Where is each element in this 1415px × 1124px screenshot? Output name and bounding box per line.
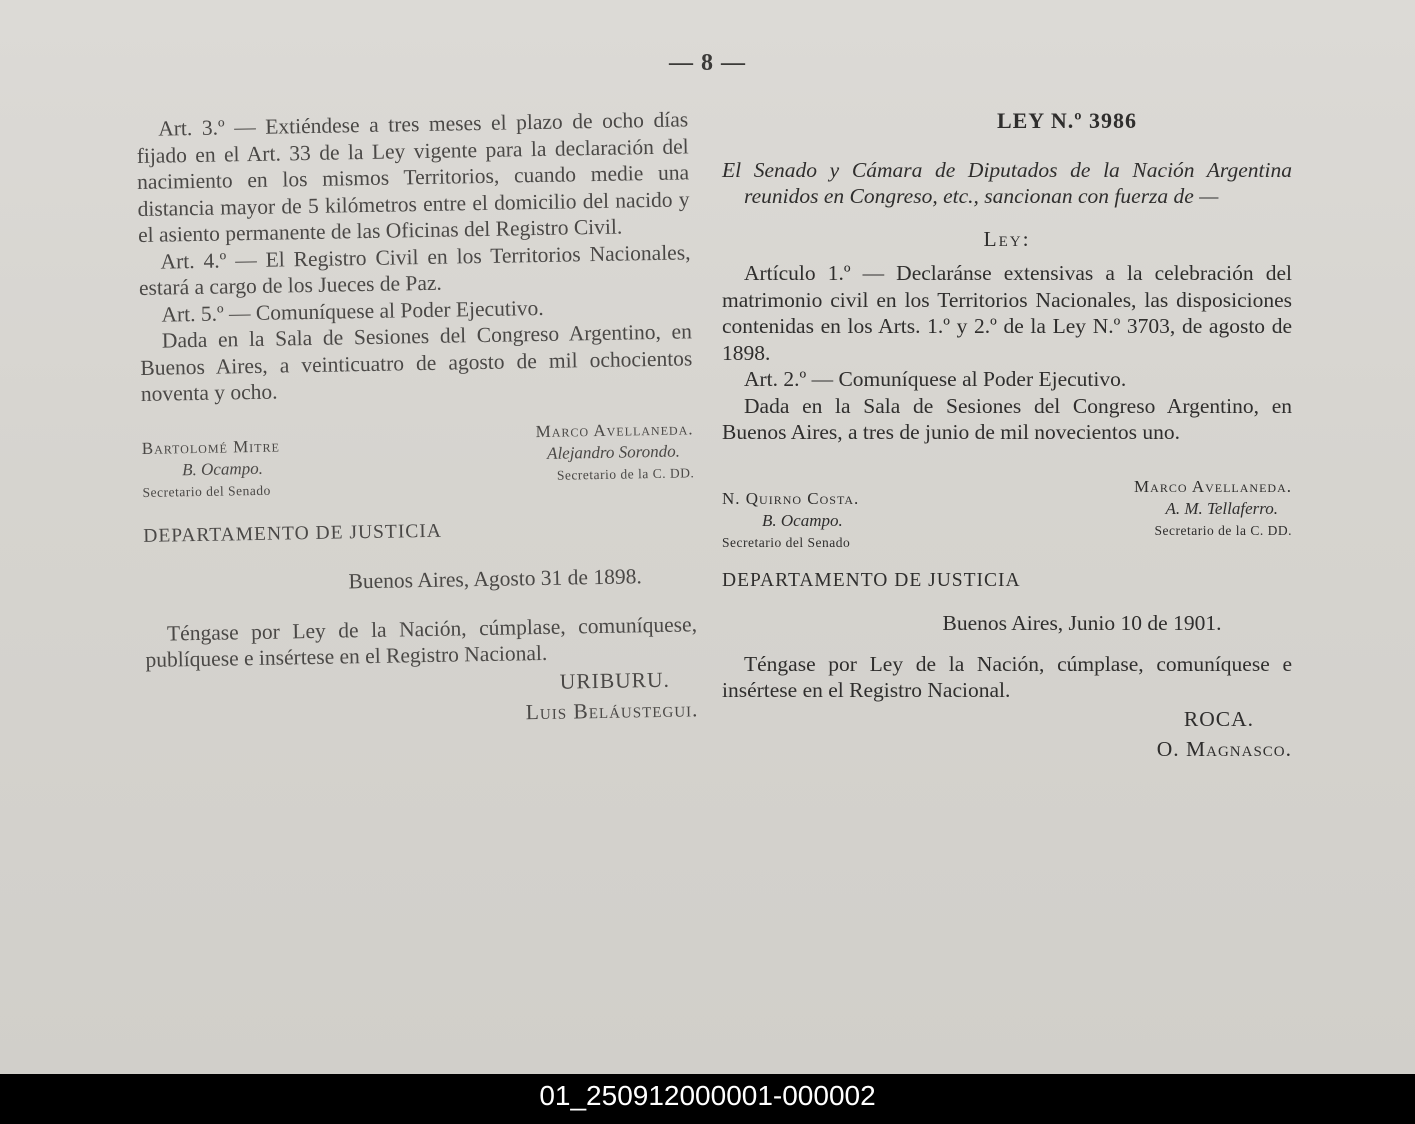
ley-heading: Ley: bbox=[983, 226, 1031, 251]
preamble: El Senado y Cámara de Diputados de la Nación Argentina reunidos en Congreso, etc., sancionan con fuerza de — bbox=[722, 157, 1292, 208]
senate-secretary-name: B. Ocampo. bbox=[762, 510, 843, 530]
promulgation-text: Téngase por Ley de la Nación, cúmplase, comuníquese, publíquese e insértese en el Registro Nacional. bbox=[145, 611, 698, 672]
senate-secretary-role: Secretario del Senado bbox=[722, 534, 851, 550]
president-signature: ROCA. bbox=[1183, 706, 1254, 731]
given-in-session: Dada en la Sala de Sesiones del Congreso Argentino, en Buenos Aires, a tres de junio de mil novecientos uno. bbox=[722, 393, 1292, 444]
promulgation-text: Téngase por Ley de la Nación, cúmplase, comuníquese e insértese en el Registro Nacional. bbox=[722, 651, 1292, 702]
left-signatures bbox=[141, 418, 695, 504]
senate-secretary-name: B. Ocampo. bbox=[182, 458, 264, 479]
deputies-signature bbox=[1134, 476, 1292, 554]
deputies-president-name: Marco Avellaneda. bbox=[535, 418, 694, 441]
promulgation-date: Buenos Aires, Junio 10 de 1901. bbox=[942, 611, 1222, 635]
given-in-session: Dada en la Sala de Sesiones del Congreso Argentino, en Buenos Aires, a veinticuatro de agosto de mil ochocientos noventa y ocho. bbox=[140, 319, 693, 406]
minister-signature: O. Magnasco. bbox=[1156, 736, 1292, 761]
deputies-signature bbox=[535, 418, 694, 497]
article-4: Art. 4.º — El Registro Civil en los Territorios Nacionales, estará a cargo de los Jueces de Paz. bbox=[138, 239, 691, 300]
page-number: — 8 — bbox=[669, 50, 746, 76]
article-3: Art. 3.º — Extiéndese a tres meses el plazo de ocho días fijado en el Art. 33 de la Ley vigente para la declaración del nacimiento en los mismos Territorios, cuando medie una distancia mayor de 5 kilómetros entre el domicilio del nacido y el asiento permanente de las Oficinas del Registro Civil. bbox=[136, 107, 690, 247]
department-heading: DEPARTAMENTO DE JUSTICIA bbox=[722, 569, 1021, 591]
deputies-president-name: Marco Avellaneda. bbox=[1134, 476, 1292, 496]
right-closing-signatures bbox=[722, 704, 1292, 764]
deputies-secretary-role: Secretario de la C. DD. bbox=[556, 464, 695, 483]
president-signature: URIBURU. bbox=[559, 667, 671, 694]
right-column bbox=[722, 106, 1292, 764]
article-1: Artículo 1.º — Declaránse extensivas a la celebración del matrimonio civil en los Territorios Nacionales, las disposiciones contenidas en los Arts. 1.º y 2.º de la Ley N.º 3703, de agosto de 1898. bbox=[722, 261, 1292, 365]
right-signatures bbox=[722, 476, 1292, 554]
image-label: 01_250912000001-000002 bbox=[539, 1080, 876, 1111]
image-label-bar bbox=[0, 1074, 1415, 1124]
left-closing-signatures bbox=[146, 664, 699, 734]
senate-president-name: Bartolomé Mitre bbox=[141, 436, 281, 458]
senate-signature bbox=[142, 435, 281, 503]
senate-president-name: N. Quirno Costa. bbox=[722, 488, 860, 508]
article-2: Art. 2.º — Comuníquese al Poder Ejecutivo. bbox=[744, 367, 1127, 391]
left-column bbox=[136, 106, 699, 733]
department-heading: DEPARTAMENTO DE JUSTICIA bbox=[143, 520, 443, 547]
deputies-secretary-role: Secretario de la C. DD. bbox=[1154, 522, 1292, 538]
law-title: LEY N.º 3986 bbox=[996, 108, 1138, 133]
senate-signature bbox=[722, 488, 859, 554]
senate-secretary-role: Secretario del Senado bbox=[142, 482, 271, 500]
article-5: Art. 5.º — Comuníquese al Poder Ejecutivo. bbox=[161, 295, 544, 327]
deputies-secretary-name: Alejandro Sorondo. bbox=[546, 441, 681, 463]
minister-signature: Luis Beláustegui. bbox=[525, 696, 699, 724]
deputies-secretary-name: A. M. Tellaferro. bbox=[1165, 498, 1278, 518]
promulgation-date: Buenos Aires, Agosto 31 de 1898. bbox=[348, 564, 642, 594]
